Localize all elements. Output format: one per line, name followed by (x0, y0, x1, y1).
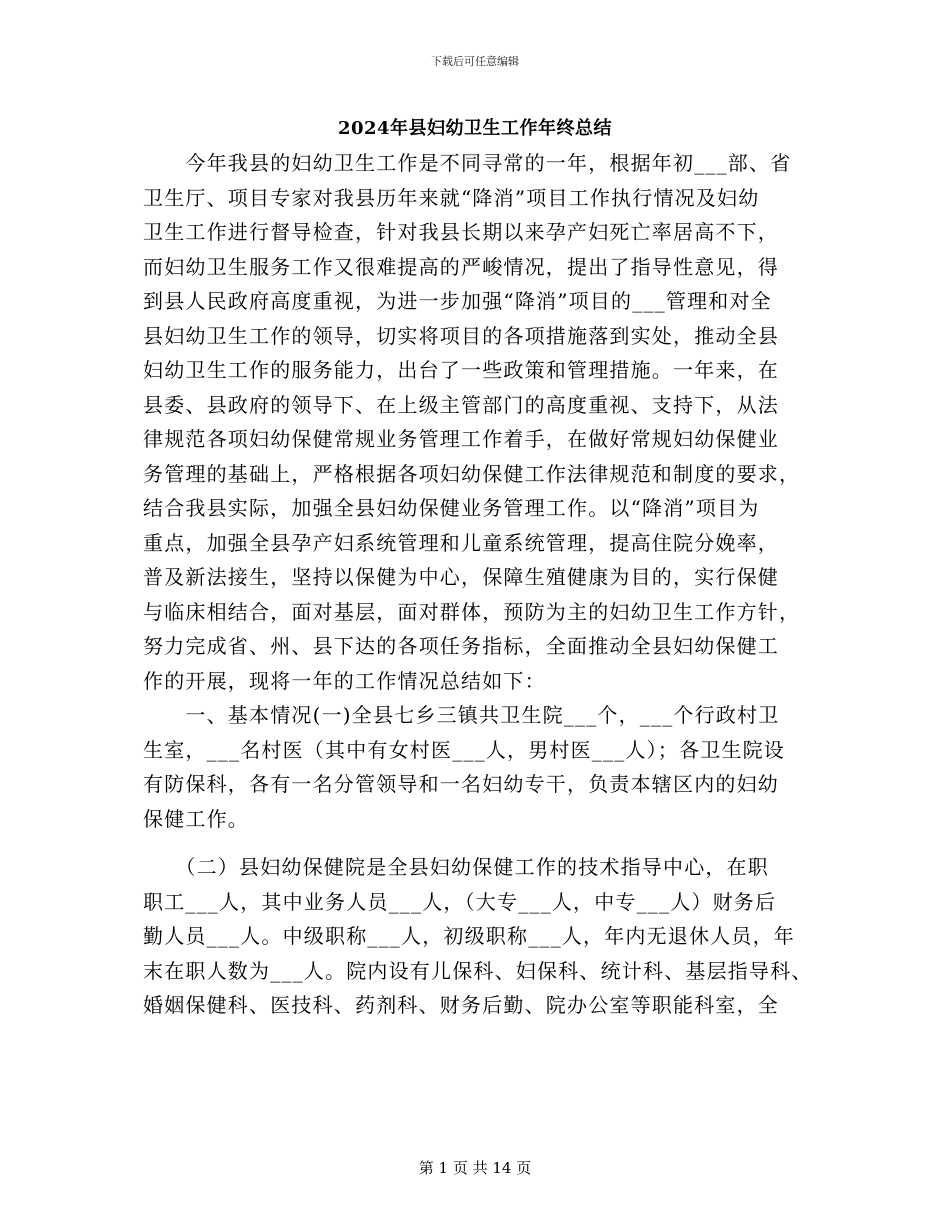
paragraph-gap (143, 840, 823, 854)
text-line: 一、基本情况(一)全县七乡三镇共卫生院___个，___个行政村卫 (143, 703, 780, 727)
text-line: 勤人员___人。中级职称___人，初级职称___人，年内无退休人员，年 (143, 924, 795, 948)
text-line: 卫生厅、项目专家对我县历年来就“降消”项目工作执行情况及妇幼 (143, 185, 760, 210)
text-line: 结合我县实际，加强全县妇幼保健业务管理工作。以“降消”项目为 (143, 496, 760, 520)
text-line: 卫生工作进行督导检查，针对我县长期以来孕产妇死亡率居高不下， (143, 220, 779, 244)
text-line: 县委、县政府的领导下、在上级主管部门的高度重视、支持下，从法 (143, 392, 779, 417)
page-number-footer: 第 1 页 共 14 页 (418, 1159, 532, 1177)
text-line: 律规范各项妇幼保健常规业务管理工作着手，在做好常规妇幼保健业 (143, 427, 779, 451)
text-line: 职工___人，其中业务人员___人，（大专___人，中专___人）财务后 (143, 889, 777, 914)
text-line: 妇幼卫生工作的服务能力，出台了一些政策和管理措施。一年来，在 (143, 358, 779, 382)
text-line: 到县人民政府高度重视，为进一步加强“降消”项目的___管理和对全 (143, 289, 772, 313)
text-line: 生室，___名村医（其中有女村医___人，男村医___人）；各卫生院设 (143, 737, 785, 762)
text-line: 普及新法接生，坚持以保健为中心，保障生殖健康为目的，实行保健 (143, 565, 779, 589)
text-line: 有防保科，各有一名分管领导和一名妇幼专干，负责本辖区内的妇幼 (143, 772, 779, 796)
header-note: 下载后可任意编辑 (431, 55, 519, 68)
text-line: 与临床相结合，面对基层，面对群体，预防为主的妇幼卫生工作方针， (143, 599, 801, 624)
text-line: （二）县妇幼保健院是全县妇幼保健工作的技术指导中心，在职 (143, 855, 769, 879)
text-line: 务管理的基础上，严格根据各项妇幼保健工作法律规范和制度的要求， (143, 461, 801, 486)
text-line: 县妇幼卫生工作的领导，切实将项目的各项措施落到实处，推动全县 (143, 323, 779, 348)
text-line: 重点，加强全县孕产妇系统管理和儿童系统管理，提高住院分娩率， (143, 530, 779, 555)
text-line: 而妇幼卫生服务工作又很难提高的严峻情况，提出了指导性意见，得 (143, 254, 779, 279)
text-line: 保健工作。 (143, 806, 249, 831)
text-line: 婚姻保健科、医技科、药剂科、财务后勤、院办公室等职能科室，全 (143, 993, 779, 1017)
document-body (143, 150, 823, 1027)
text-line: 努力完成省、州、县下达的各项任务指标，全面推动全县妇幼保健工 (143, 634, 779, 658)
document-title: 2024年县妇幼卫生工作年终总结 (337, 118, 613, 139)
text-line: 今年我县的妇幼卫生工作是不同寻常的一年，根据年初___部、省 (143, 151, 792, 175)
text-line: 作的开展，现将一年的工作情况总结如下： (143, 668, 546, 693)
text-line: 末在职人数为___人。院内设有儿保科、妇保科、统计科、基层指导科、 (143, 958, 813, 983)
